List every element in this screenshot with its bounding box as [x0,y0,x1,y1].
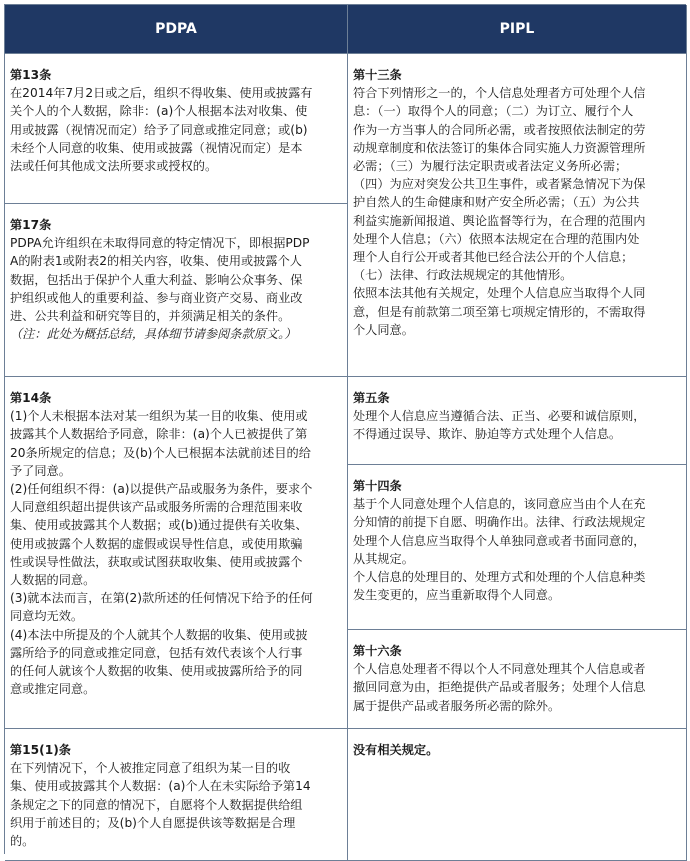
text-line: 未经个人同意的收集、使用或披露（视情况而定）是本 [10,140,303,155]
text-line: 在2014年7月2日或之后，组织不得收集、使用或披露有 [10,86,313,101]
pipl-no-provision [348,729,687,861]
pipl-article-14 [348,465,687,630]
text-line: 个人同意。 [353,322,414,337]
pdpa-section-14-title: 第14条 [10,391,52,405]
pdpa-section-17-note: （注：此处为概括总结，具体细节请参阅条款原文。） [10,327,297,342]
text-line: 性或误导性做法，获取或试图获取收集、使用或披露个 [10,554,303,569]
text-line: 护自然人的生命健康和财产安全所必需；（五）为公共 [353,195,640,210]
text-line: 从其规定。 [353,551,414,566]
pdpa-section-13 [5,54,348,204]
text-line: 集、使用或披露其个人数据；或(b)通过提供有关收集、 [10,518,308,533]
text-line: 必需；（三）为履行法定职责或者法定义务所必需； [353,159,628,174]
text-line: （七）法律、行政法规规定的其他情形。 [353,268,573,283]
text-line: 在下列情况下，个人被推定同意了组织为某一目的收 [10,761,291,776]
text-line: 的任何人就该个人数据的收集、使用或披露所给予的同 [10,664,303,679]
pipl-article-14-title: 第十四条 [353,479,402,493]
text-line: 条规定之下的同意的情况下，自愿将个人数据提供给组 [10,797,303,812]
text-line: 人同意组织超出提供该产品或服务所需的合理范围来收 [10,500,303,515]
text-line: 织用于前述目的；及(b)个人自愿提供该等数据是合理 [10,815,296,830]
pipl-article-5 [348,377,687,465]
pdpa-section-13-title: 第13条 [10,68,52,82]
text-line: 披露其个人数据给予同意，除非：(a)个人已被提供了第 [10,427,308,442]
pipl-no-provision-text: 没有相关规定。 [353,743,439,757]
header-pdpa [5,5,348,54]
text-line: 数据，包括出于保护个人重大利益、影响公众事务、保 [10,272,303,287]
text-line: 依照本法其他有关规定，处理个人信息应当取得个人同 [353,286,646,301]
text-line: 20条所规定的信息；及(b)个人已根据本法就前述目的给 [10,445,311,460]
text-line: 基于个人同意处理个人信息的，该同意应当由个人在充 [353,497,646,512]
header-pipl-label: PIPL [499,20,535,37]
text-line: 息：（一）取得个人的同意；（二）为订立、履行个人 [353,104,634,119]
text-line: 作为一方当事人的合同所必需，或者按照依法制定的劳 [353,122,646,137]
text-line: PDPA允许组织在未取得同意的特定情况下，即根据PDP [10,236,310,251]
pdpa-section-15-1 [5,729,348,861]
pdpa-section-17-title: 第17条 [10,218,52,232]
text-line: 护组织或他人的重要利益、参与商业资产交易、商业改 [10,290,303,305]
text-line: 不得通过误导、欺诈、胁迫等方式处理个人信息。 [353,427,622,442]
text-line: (3)就本法而言，在第(2)款所述的任何情况下给予的任何 [10,591,313,606]
pipl-article-13-title: 第十三条 [353,68,402,82]
text-line: 符合下列情形之一的，个人信息处理者方可处理个人信 [353,86,646,101]
text-line: 进、公共利益和研究等目的，并须满足相关的条件。 [10,309,291,324]
text-line: (2)任何组织不得：(a)以提供产品或服务为条件，要求个 [10,482,313,497]
text-line: 撤回同意为由，拒绝提供产品或者服务；处理个人信息 [353,680,646,695]
pdpa-section-15-1-title: 第15(1)条 [10,743,71,757]
text-line: 理个人自行公开或者其他已经合法公开的个人信息； [353,250,634,265]
text-line: (1)个人未根据本法对某一组织为某一目的收集、使用或 [10,409,308,424]
text-line: 处理个人信息应当遵循合法、正当、必要和诚信原则， [353,409,646,424]
pipl-article-16 [348,630,687,729]
text-line: 处理个人信息应当取得个人单独同意或者书面同意的， [353,533,646,548]
pdpa-section-17 [5,204,348,377]
comparison-table [4,4,686,854]
header-pdpa-label: PDPA [155,20,197,37]
text-line: 集、使用或披露其个人数据：(a)个人在未实际给予第14 [10,779,311,794]
text-line: 意或推定同意。 [10,682,96,697]
text-line: A的附表1或附表2的相关内容，收集、使用或披露个人 [10,254,302,269]
text-line: 利益实施新闻报道、舆论监督等行为，在合理的范围内 [353,213,646,228]
pipl-article-13 [348,54,687,377]
text-line: 意，但是有前款第二项至第七项规定情形的，不需取得 [353,304,646,319]
text-line: 的。 [10,834,35,849]
text-line: 予了同意。 [10,463,71,478]
text-line: 法或任何其他成文法所要求或授权的。 [10,159,218,174]
pipl-article-5-title: 第五条 [353,391,390,405]
text-line: 使用或披露个人数据的虚假或误导性信息，或使用欺骗 [10,536,303,551]
text-line: （四）为应对突发公共卫生事件，或者紧急情况下为保 [353,177,646,192]
text-line: 发生变更的，应当重新取得个人同意。 [353,588,561,603]
text-line: (4)本法中所提及的个人就其个人数据的收集、使用或披 [10,627,308,642]
pipl-article-16-title: 第十六条 [353,644,402,658]
text-line: 露所给予的同意或推定同意，包括有效代表该个人行事 [10,645,303,660]
text-line: 处理个人信息；（六）依照本法规定在合理的范围内处 [353,231,640,246]
header-pipl [348,5,687,54]
text-line: 人数据的同意。 [10,573,96,588]
text-line: 用或披露（视情况而定）给予了同意或推定同意；或(b) [10,122,308,137]
text-line: 关个人的个人数据，除非：(a)个人根据本法对收集、使 [10,104,308,119]
text-line: 属于提供产品或者服务所必需的除外。 [353,698,561,713]
text-line: 个人信息的处理目的、处理方式和处理的个人信息种类 [353,570,646,585]
text-line: 同意均无效。 [10,609,84,624]
pdpa-section-14 [5,377,348,729]
text-line: 分知情的前提下自愿、明确作出。法律、行政法规规定 [353,515,646,530]
text-line: 动规章制度和依法签订的集体合同实施人力资源管理所 [353,140,646,155]
text-line: 个人信息处理者不得以个人不同意处理其个人信息或者 [353,662,646,677]
